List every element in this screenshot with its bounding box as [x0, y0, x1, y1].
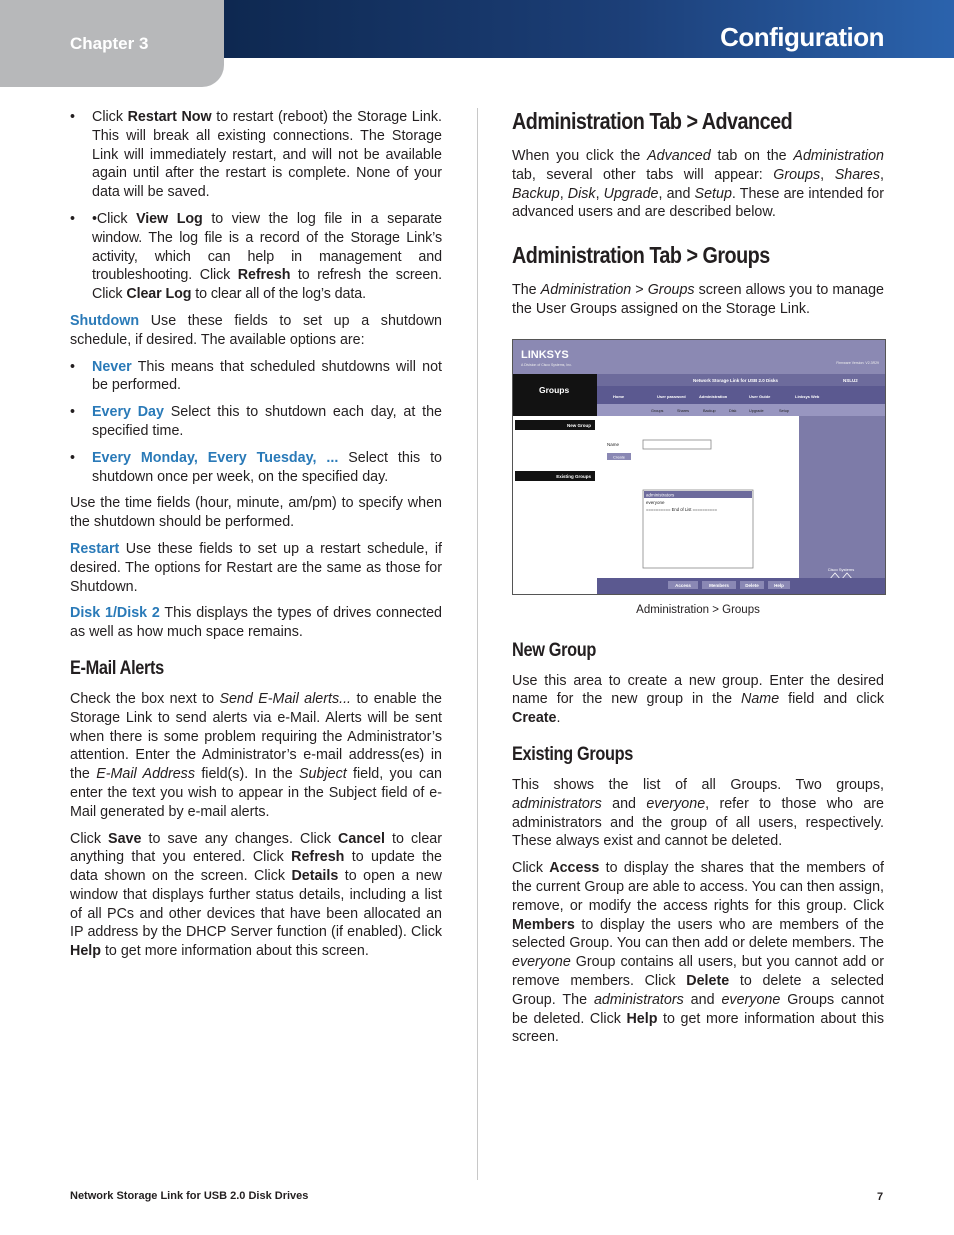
- email-paragraph-1: [70, 690, 442, 822]
- screenshot-existing-groups: Existing Groups: [556, 473, 591, 479]
- text-run: everyone: [646, 795, 706, 812]
- groups-heading: Administration Tab > Groups: [512, 242, 770, 269]
- text-run: Refresh: [237, 267, 291, 284]
- text-run: The: [512, 282, 541, 299]
- groups-screenshot: [512, 339, 886, 595]
- text-run: Never: [92, 358, 132, 375]
- screenshot-subtab: Backup: [703, 408, 716, 413]
- chapter-tab: [0, 0, 224, 87]
- screenshot-logo: LINKSYS: [521, 348, 569, 361]
- text-run: Restart: [70, 540, 120, 557]
- text-run: to display the users who are members of the selected Group. You can then add or delete members. The: [512, 916, 884, 952]
- shutdown-paragraph: [70, 312, 442, 350]
- bullet-never: • Never This means that scheduled shutdowns will not be performed.: [70, 358, 442, 394]
- advanced-heading: Administration Tab > Advanced: [512, 108, 793, 134]
- text-run: Groups: [647, 282, 695, 299]
- text-run: and: [601, 795, 647, 812]
- text-run: Check the box next to: [70, 690, 220, 707]
- existing-groups-heading: Existing Groups: [512, 743, 634, 765]
- screenshot-button-label: Access: [675, 582, 691, 588]
- column-divider: [477, 108, 478, 1180]
- screenshot-firmware: Firmware Version: V2.3R29: [836, 360, 879, 365]
- text-run: to get more information about this screen.: [512, 1010, 884, 1046]
- restart-paragraph: [70, 540, 442, 596]
- screenshot-section-box: [513, 374, 597, 416]
- page-header: [0, 0, 954, 88]
- chapter-label: Chapter 3: [70, 34, 149, 53]
- text-run: Name: [741, 691, 780, 708]
- screenshot-product: Network Storage Link for USB 2.0 Disks: [692, 377, 778, 383]
- bullet-text: [92, 211, 442, 302]
- text-run: to clear anything that you entered. Click: [70, 830, 442, 866]
- text-run: This shows the list of all Groups. Two groups,: [512, 776, 884, 793]
- text-run: to restart (reboot) the Storage Link. This will break all existing connections. The Storage Link will immediately restart, and will not be available again until after the restart is complete. None of your data will be saved.: [92, 109, 442, 201]
- bullet-view-log: • •Click View Log to view the log file in a separate window. The log file is a record of the Storage Link’s activity, which can help in management and troubleshooting. Click Refresh to refresh the screen. Click Clear Log to clear all of the log’s data.: [70, 210, 442, 303]
- footer-title: Network Storage Link for USB 2.0 Disk Drives: [70, 1190, 309, 1202]
- screenshot-image: [513, 340, 885, 594]
- text-run: Access: [549, 860, 600, 877]
- text-run: Setup: [694, 185, 732, 202]
- text-run: to save any changes. Click: [141, 830, 339, 847]
- right-column: [512, 108, 884, 1055]
- screenshot-button-label: Delete: [745, 582, 759, 588]
- section-title-bar: [224, 0, 954, 58]
- bullet-list-top: [70, 108, 442, 304]
- text-run: ,: [820, 166, 835, 183]
- text-run: tab on the: [710, 148, 794, 164]
- screenshot-tab: Linksys Web: [795, 393, 820, 399]
- shutdown-options: [70, 358, 442, 487]
- screenshot-banner: [513, 340, 885, 374]
- text-run: and: [683, 991, 722, 1008]
- text-run: Click: [512, 860, 550, 877]
- page-number: 7: [877, 1191, 884, 1203]
- text-run: to open a new window that displays further status details, including a list of all PCs and other devices that have been allocated an IP address by the DHCP Server function (if enabled). Click: [70, 868, 442, 941]
- new-group-paragraph: [512, 672, 884, 728]
- text-run: ,: [595, 185, 604, 202]
- text-run: Click: [92, 109, 128, 125]
- text-run: Use this area to create a new group. Enter the desired name for the new group in the: [512, 672, 884, 708]
- text-run: This displays the types of drives connected as well as how much space remains.: [70, 605, 443, 641]
- advanced-paragraph: [512, 147, 884, 222]
- text-run: E-Mail Address: [96, 766, 195, 783]
- text-run: Help: [626, 1010, 658, 1027]
- text-run: Send E-Mail alerts...: [219, 690, 352, 707]
- text-run: field, you can enter the text you wish to appear in the Subject field of e-Mail generated by e-mail alerts.: [70, 766, 442, 820]
- text-run: administrators: [593, 991, 684, 1008]
- screenshot-button-label: Help: [774, 582, 784, 588]
- text-run: Select this to shutdown each day, at the specified time.: [92, 404, 442, 439]
- text-run: >: [631, 282, 648, 299]
- text-run: , refer to those who are administrators and the group of all users, respectively. These always exist and cannot be deleted.: [512, 795, 884, 850]
- groups-paragraph: [512, 281, 884, 319]
- screenshot-tab: Administration: [699, 393, 728, 399]
- screenshot-left-panel: [513, 416, 597, 594]
- section-title: Configuration: [720, 22, 884, 52]
- email-paragraph-2: [70, 830, 442, 962]
- text-run: Create: [512, 710, 557, 727]
- text-run: Click: [70, 830, 109, 847]
- screenshot-right-panel: [799, 416, 885, 578]
- existing-groups-paragraph-1: [512, 776, 884, 851]
- screenshot-create-label: Create: [612, 454, 626, 460]
- screenshot-cisco-logo: Cisco Systems: [827, 566, 855, 572]
- screenshot-subtab: Disk: [729, 408, 737, 413]
- text-run: to view the log file in a separate window. The log file is a record of the Storage Link’s activity, which can help in management and troubleshooting. Click: [92, 210, 442, 284]
- screenshot-bottom-buttons: [668, 581, 790, 589]
- screenshot-tab: Home: [613, 393, 625, 399]
- text-run: screen allows you to manage the User Groups assigned on the Storage Link.: [512, 282, 885, 317]
- text-run: field and click: [779, 691, 884, 708]
- screenshot-tab: User password: [657, 393, 686, 399]
- text-run: Groups: [773, 166, 821, 183]
- text-run: to delete a selected Group. The: [512, 972, 885, 1008]
- text-run: This means that scheduled shutdowns will not be performed.: [92, 358, 442, 394]
- text-run: to enable the Storage Link to send alerts via e-Mail. Alerts will be sent when there is some problem requiring the Administrator’s attention. Enter the Administrator’s e-mail address(es) in the: [70, 690, 442, 783]
- screenshot-logo-sub: A Division of Cisco Systems, Inc.: [521, 362, 572, 367]
- screenshot-tabbar: [597, 386, 885, 404]
- text-run: Administration: [540, 282, 632, 299]
- text-run: field(s). In the: [194, 766, 299, 783]
- bullet-restart-now: • Click Restart Now to restart (reboot) the Storage Link. This will break all existing connections. The Storage Link will immediately restart, and will not be available again until after the restart is complete. None of your data will be saved.: [70, 109, 442, 201]
- screenshot-name-input: [643, 440, 711, 449]
- text-run: Upgrade: [603, 185, 659, 202]
- text-run: , and: [658, 185, 695, 202]
- text-run: Advanced: [647, 148, 711, 164]
- existing-groups-paragraph-2: [512, 859, 884, 1047]
- email-alerts-heading: E-Mail Alerts: [70, 657, 164, 679]
- text-run: Groups cannot be deleted. Click: [512, 991, 884, 1027]
- text-run: Cancel: [338, 830, 385, 847]
- text-run: View Log: [136, 210, 203, 227]
- text-run: Select this to shutdown once per week, on the specified day.: [92, 449, 442, 485]
- screenshot-subtab: Shares: [677, 408, 690, 413]
- text-run: Use these fields to set up a restart schedule, if desired. The options for Restart are the same as those for Shutdown.: [70, 540, 442, 595]
- text-run: Help: [70, 943, 101, 960]
- text-run: Administration: [793, 148, 884, 164]
- text-run: Details: [291, 868, 339, 885]
- text-run: •Click: [92, 210, 137, 227]
- screenshot-subtab: Groups: [651, 408, 664, 413]
- text-run: Restart Now: [127, 109, 212, 125]
- text-run: everyone: [721, 991, 781, 1008]
- screenshot-tab: User Guide: [749, 393, 771, 399]
- text-run: to display the shares that the members of the current Group are able to access. You can then assign, remove, or modify the access rights for this group. Click: [512, 860, 885, 914]
- bullet-every-weekday: • Every Monday, Every Tuesday, ... Select this to shutdown once per week, on the specified day.: [70, 449, 442, 485]
- text-run: Disk 1/Disk 2: [70, 605, 160, 622]
- screenshot-section: Groups: [539, 384, 570, 395]
- screenshot-model: NSLU2: [843, 377, 858, 383]
- screenshot-list-item: administrators: [646, 492, 675, 498]
- text-run: to get more information about this screen.: [100, 943, 369, 960]
- screenshot-new-group: New Group: [566, 422, 591, 428]
- text-run: Refresh: [291, 849, 345, 866]
- screenshot-list-item: ========== End of List ==========: [646, 506, 718, 512]
- text-run: Subject: [299, 766, 347, 783]
- text-run: everyone: [512, 954, 571, 971]
- screenshot-subtab: Upgrade: [749, 408, 764, 413]
- text-run: Shares: [834, 166, 881, 183]
- screenshot-name-label: Name: [607, 441, 620, 447]
- disk-paragraph: [70, 604, 442, 642]
- text-run: to update the data shown on the screen. Click: [70, 849, 442, 885]
- text-run: Delete: [686, 972, 730, 989]
- text-run: Use the time fields (hour, minute, am/pm) to specify when the shutdown should be performed.: [70, 495, 442, 531]
- text-run: Shutdown: [70, 312, 140, 329]
- screenshot-list-item: everyone: [646, 499, 665, 505]
- bullet-text: [92, 109, 442, 200]
- screenshot-subtabbar: [597, 404, 885, 416]
- text-run: Clear Log: [126, 286, 192, 303]
- text-run: ,: [559, 185, 568, 202]
- text-run: to refresh the screen. Click: [92, 267, 442, 303]
- new-group-heading: New Group: [512, 639, 597, 661]
- text-run: Group contains all users, but you cannot add or remove members. Click: [512, 954, 884, 989]
- text-run: .: [556, 710, 561, 727]
- text-run: When you click the: [512, 148, 648, 164]
- screenshot-button-label: Members: [709, 582, 729, 588]
- text-run: Every Monday, Every Tuesday, ...: [92, 449, 339, 466]
- left-column: [70, 108, 442, 969]
- text-run: ,: [880, 166, 884, 183]
- text-run: Use these fields to set up a shutdown schedule, if desired. The available options are:: [70, 312, 442, 348]
- text-run: Disk: [567, 185, 596, 202]
- text-run: Save: [108, 830, 142, 847]
- text-run: to clear all of the log’s data.: [191, 286, 366, 303]
- screenshot-caption: Administration > Groups: [636, 603, 760, 616]
- time-fields-paragraph: [70, 494, 442, 532]
- text-run: Every Day: [92, 404, 164, 421]
- bullet-every-day: • Every Day Select this to shutdown each day, at the specified time.: [70, 404, 442, 439]
- text-run: tab, several other tabs will appear:: [512, 166, 774, 183]
- text-run: . These are intended for advanced users and are described below.: [512, 185, 884, 221]
- text-run: Backup: [512, 185, 560, 202]
- screenshot-subtab: Setup: [779, 408, 789, 413]
- text-run: administrators: [512, 795, 602, 812]
- text-run: Members: [512, 916, 575, 933]
